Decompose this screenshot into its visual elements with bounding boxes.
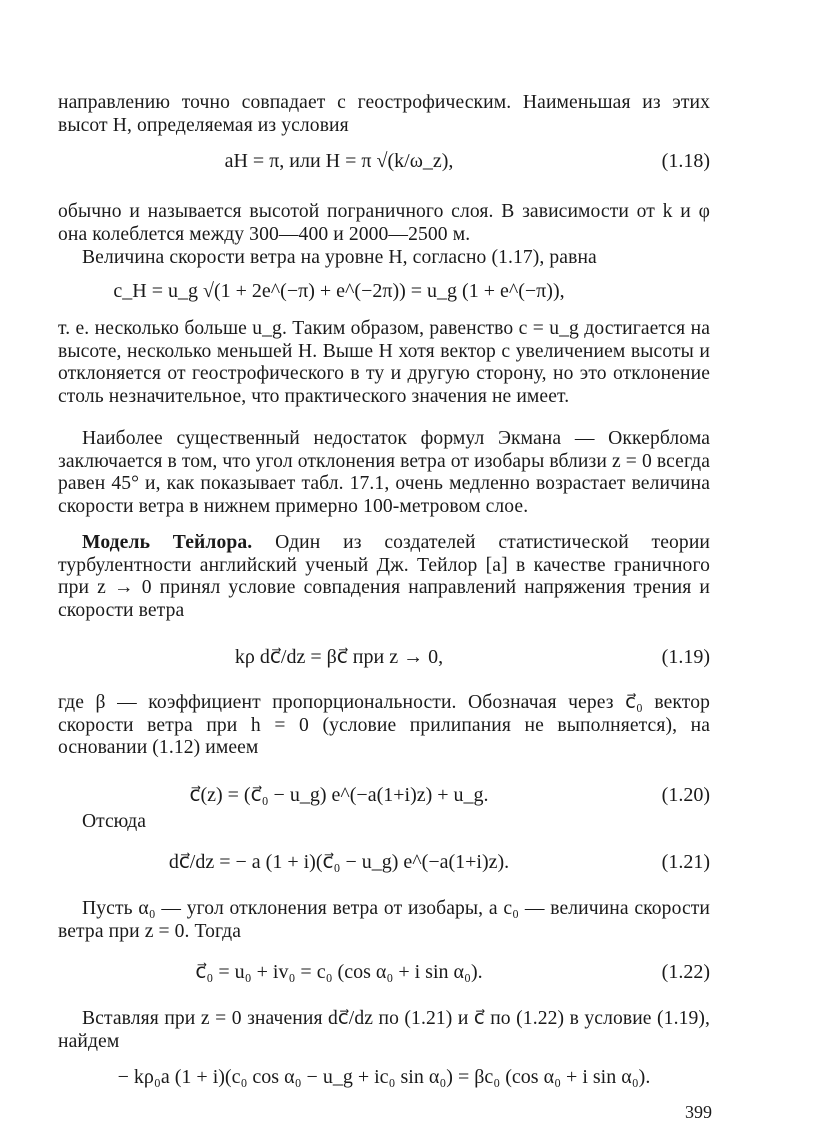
paragraph-text: Один из создателей статистической теории турбулентности английский ученый Дж. Тейлор [a] в качестве граничного при z → 0 принял условие совпадения направлений напряжения трения и скорости ветра xyxy=(58,532,710,621)
equation-formula: c_H = u_g √(1 + 2e^(−π) + e^(−2π)) = u_g (1 + e^(−π)), xyxy=(113,280,565,302)
equation-formula: c⃗₀ = u₀ + iv₀ = c₀ (cos α₀ + i sin α₀). xyxy=(195,961,483,983)
equation-formula: − kρ₀a (1 + i)(c₀ cos α₀ − u_g + ic₀ sin α₀) = βc₀ (cos α₀ + i sin α₀). xyxy=(117,1066,651,1088)
paragraph-taylor xyxy=(58,532,710,622)
equation-1-19 xyxy=(58,640,710,674)
section-heading: Модель Тейлора. xyxy=(82,532,253,553)
label-otsyuda: Отсюда xyxy=(82,811,146,832)
paragraph-wind-speed: Величина скорости ветра на уровне H, согласно (1.17), равна xyxy=(82,247,597,268)
equation-formula: c⃗(z) = (c⃗₀ − u_g) e^(−a(1+i)z) + u_g. xyxy=(189,784,489,806)
paragraph-boundary-layer: обычно и называется высотой пограничного слоя. В зависимости от k и φ она колеблется между 300—400 и 2000—2500 м. xyxy=(58,201,710,245)
paragraph-substitution: Вставляя при z = 0 значения dc⃗/dz по (1.21) и c⃗ по (1.22) в условие (1.19), найдем xyxy=(58,1008,710,1052)
paragraph-alpha: Пусть α₀ — угол отклонения ветра от изобары, а c₀ — величина скорости ветра при z = 0. Тогда xyxy=(58,898,710,942)
equation-1-21 xyxy=(58,845,710,879)
equation-formula: dc⃗/dz = − a (1 + i)(c⃗₀ − u_g) e^(−a(1+i)z). xyxy=(168,851,510,873)
equation-number: (1.19) xyxy=(661,646,710,668)
paragraph-ug: т. е. несколько больше u_g. Таким образом, равенство c = u_g достигается на высоте, несколько меньшей H. Выше H хотя вектор с увеличением высоты и отклоняется от геострофического в ту и другую сторону, но это отклонение столь незначительное, что практического значения не имеет. xyxy=(58,318,710,407)
paragraph-intro: направлению точно совпадает с геострофическим. Наименьшая из этих высот H, определяемая из условия xyxy=(58,92,710,136)
equation-1-20 xyxy=(58,778,710,812)
equation-1-22 xyxy=(58,955,710,989)
equation-formula: kρ dc⃗/dz = βc⃗ при z → 0, xyxy=(234,646,444,668)
paragraph-beta: где β — коэффициент пропорциональности. Обозначая через c⃗₀ вектор скорости ветра при h = 0 (условие прилипания не выполняется), на основании (1.12) имеем xyxy=(58,692,710,759)
equation-number: (1.18) xyxy=(661,150,710,172)
equation-number: (1.21) xyxy=(661,851,710,873)
equation-cH xyxy=(58,274,710,308)
page-number: 399 xyxy=(685,1102,712,1122)
equation-number: (1.20) xyxy=(661,784,710,806)
equation-final xyxy=(58,1060,710,1094)
paragraph-ekman: Наиболее существенный недостаток формул Экмана — Оккерблома заключается в том, что угол отклонения ветра от изобары вблизи z = 0 всегда равен 45° и, как показывает табл. 17.1, очень медленно возрастает величина скорости ветра в нижнем примерно 100-метровом слое. xyxy=(58,428,710,517)
equation-formula: aH = π, или H = π √(k/ω_z), xyxy=(224,150,454,172)
equation-number: (1.22) xyxy=(661,961,710,983)
equation-1-18 xyxy=(58,144,710,178)
